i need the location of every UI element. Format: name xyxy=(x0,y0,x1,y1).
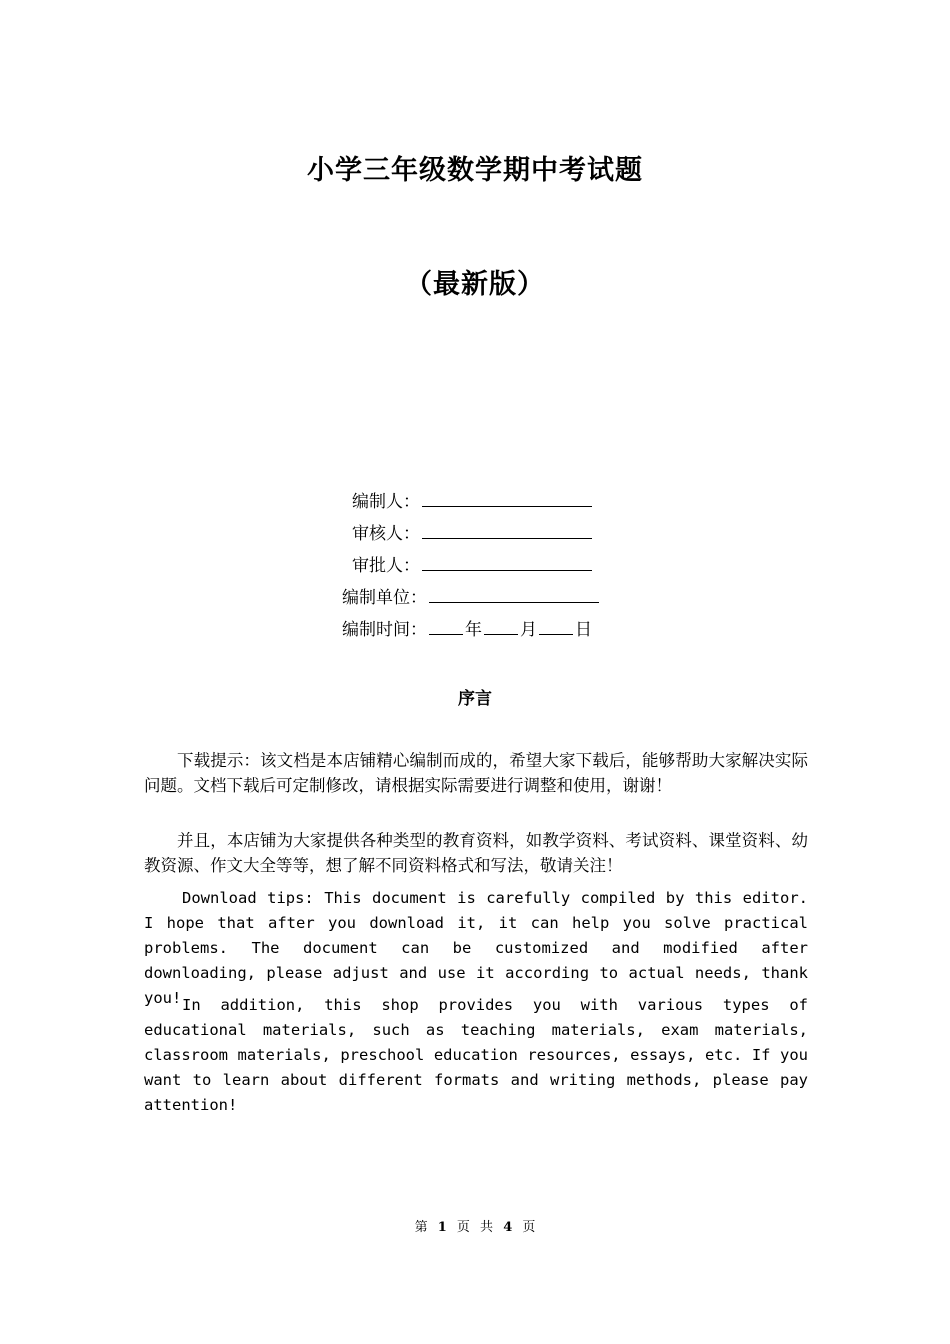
time-label: 编制时间： xyxy=(342,620,427,640)
unit-field xyxy=(342,584,599,612)
total-page-count: 4 xyxy=(503,1220,513,1235)
compiler-label: 编制人： xyxy=(352,492,420,512)
page-footer xyxy=(0,1216,950,1235)
day-label: 日 xyxy=(575,620,592,640)
year-label: 年 xyxy=(465,620,482,640)
footer-suffix: 页 xyxy=(522,1220,536,1235)
footer-middle: 页 共 xyxy=(456,1220,494,1235)
preface-paragraph-4: In addition, this shop provides you with various types of educational materials, such as teaching materials, exam materials, classroom materials, preschool education resources, essays, etc. If you want to learn about different formats and writing methods, please pay attention! xyxy=(144,996,808,1114)
preface-paragraph-2: 并且，本店铺为大家提供各种类型的教育资料，如教学资料、考试资料、课堂资料、幼教资源、作文大全等等，想了解不同资料格式和写法，敬请关注！ xyxy=(144,831,808,875)
reviewer-blank xyxy=(422,520,592,539)
approver-blank xyxy=(422,552,592,571)
reviewer-label: 审核人： xyxy=(352,524,420,544)
current-page-number: 1 xyxy=(437,1220,447,1235)
unit-blank xyxy=(429,584,599,603)
document-title: 小学三年级数学期中考试题 xyxy=(307,155,643,186)
footer-prefix: 第 xyxy=(414,1220,428,1235)
compiler-blank xyxy=(422,488,592,507)
compiler-field xyxy=(352,488,592,516)
approver-label: 审批人： xyxy=(352,556,420,576)
preface-heading: 序言 xyxy=(458,689,492,709)
month-blank xyxy=(484,616,518,635)
month-label: 月 xyxy=(520,620,537,640)
preface-paragraph-3: Download tips: This document is carefully compiled by this editor. I hope that after you download it, it can help you solve practical problems. The document can be customized and modified after downloading, please adjust and use it according to actual needs, thank you! xyxy=(144,889,808,1007)
document-subtitle: （最新版） xyxy=(405,269,545,300)
day-blank xyxy=(539,616,573,635)
year-blank xyxy=(429,616,463,635)
time-field xyxy=(342,616,592,644)
unit-label: 编制单位： xyxy=(342,588,427,608)
reviewer-field xyxy=(352,520,592,548)
preface-paragraph-1: 下载提示：该文档是本店铺精心编制而成的，希望大家下载后，能够帮助大家解决实际问题。文档下载后可定制修改，请根据实际需要进行调整和使用，谢谢！ xyxy=(144,751,808,795)
approver-field xyxy=(352,552,592,580)
